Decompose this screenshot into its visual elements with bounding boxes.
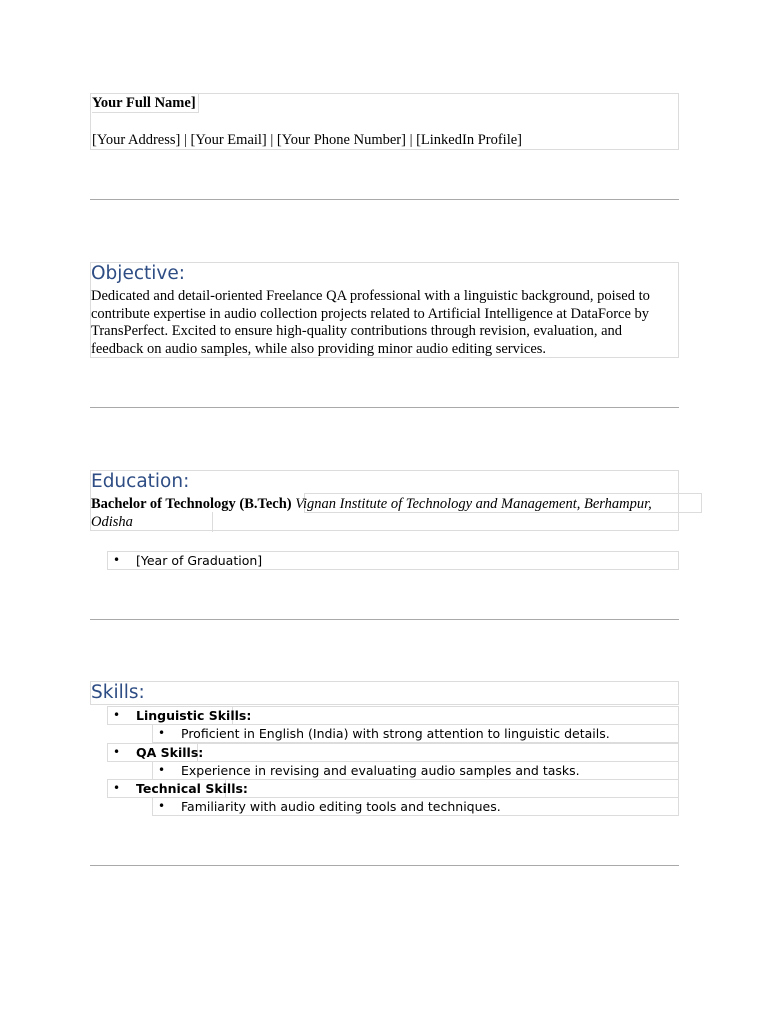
institution: Vignan Institute of Technology and Management, Berhampur, Odisha	[91, 496, 652, 530]
skill-item	[152, 761, 679, 780]
list-item	[107, 551, 679, 570]
bullet-icon: •	[113, 553, 121, 567]
objective-section	[90, 262, 679, 358]
bullet-icon: •	[113, 708, 121, 722]
header-section	[90, 93, 679, 150]
full-name: Your Full Name]	[92, 94, 199, 113]
bullet-icon: •	[158, 763, 166, 777]
skill-category-label: QA Skills:	[136, 745, 204, 760]
divider	[90, 199, 679, 200]
skill-category	[107, 779, 679, 798]
objective-text: Dedicated and detail-oriented Freelance QA professional with a linguistic background, poised to contribute expertise in audio collection projects related to Artificial Intelligence at DataForce by TransPerfect. Excited to ensure high-quality contributions through revision, evaluation, and feedback on audio samples, while also providing minor audio editing services.	[91, 288, 650, 357]
degree-line	[91, 496, 677, 531]
skills-section	[90, 681, 679, 705]
skill-category	[107, 706, 679, 725]
degree: Bachelor of Technology (B.Tech)	[91, 496, 292, 512]
skill-item-text: Experience in revising and evaluating audio samples and tasks.	[181, 763, 580, 778]
graduation-year: [Year of Graduation]	[136, 553, 263, 568]
bullet-icon: •	[113, 781, 121, 795]
bullet-icon: •	[158, 799, 166, 813]
divider	[90, 619, 679, 620]
skill-item-text: Proficient in English (India) with strong attention to linguistic details.	[181, 726, 610, 741]
bullet-icon: •	[113, 745, 121, 759]
bullet-icon: •	[158, 726, 166, 740]
education-heading: Education:	[91, 471, 190, 492]
skill-item-text: Familiarity with audio editing tools and techniques.	[181, 799, 501, 814]
skill-category-label: Technical Skills:	[136, 781, 248, 796]
skill-item	[152, 797, 679, 816]
skills-heading: Skills:	[91, 682, 145, 703]
divider	[90, 407, 679, 408]
skill-category	[107, 743, 679, 762]
objective-heading: Objective:	[91, 263, 185, 284]
skill-category-label: Linguistic Skills:	[136, 708, 252, 723]
contact-line: [Your Address] | [Your Email] | [Your Phone Number] | [LinkedIn Profile]	[92, 132, 522, 148]
skill-item	[152, 724, 679, 743]
education-section	[90, 470, 679, 531]
divider	[90, 865, 679, 866]
